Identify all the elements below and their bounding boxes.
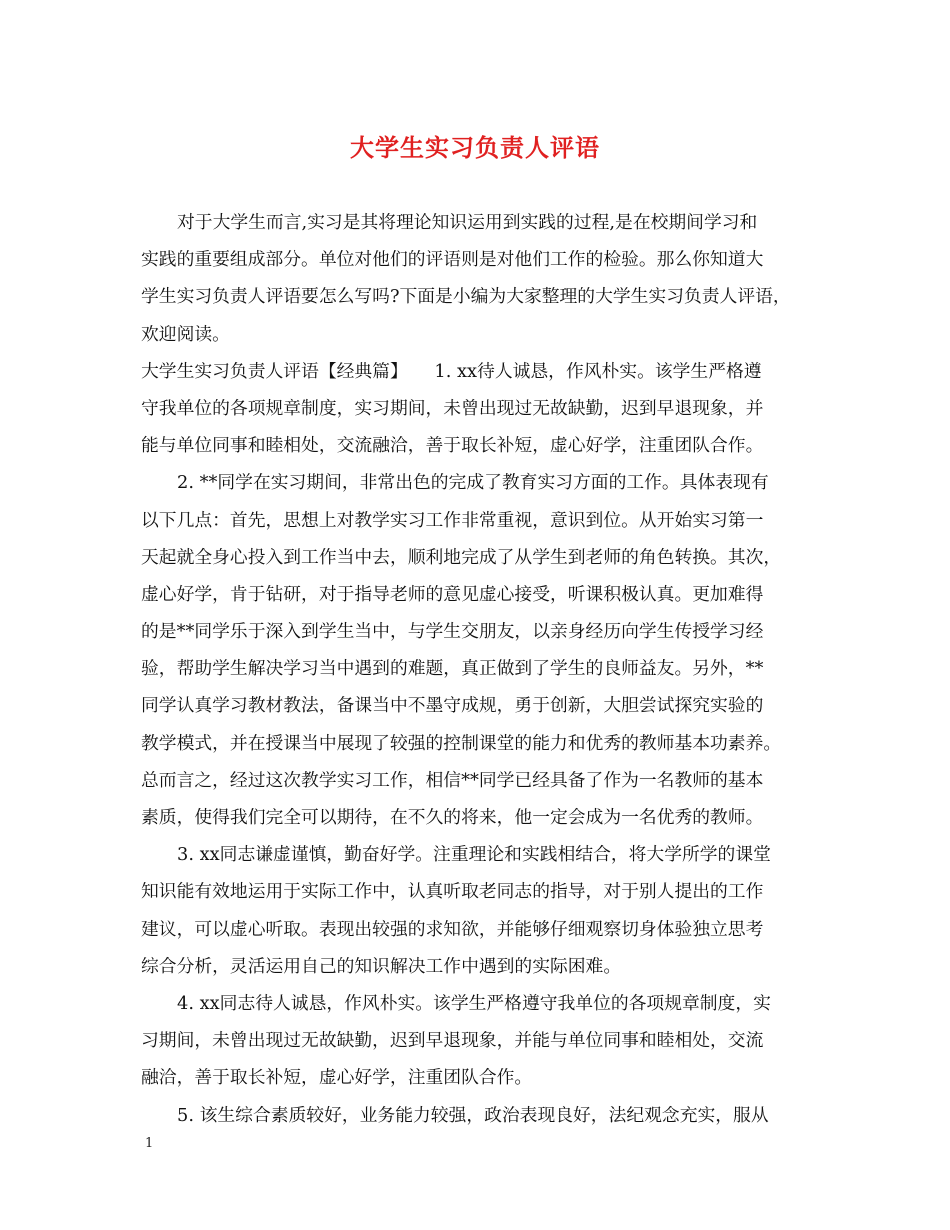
text-line: 能与单位同事和睦相处，交流融洽，善于取长补短，虚心好学，注重团队合作。 <box>141 435 764 457</box>
text-line: 天起就全身心投入到工作当中去，顺利地完成了从学生到老师的角色转换。其次， <box>141 546 782 568</box>
text-line: 以下几点：首先，思想上对教学实习工作非常重视，意识到位。从开始实习第一 <box>141 509 764 531</box>
text-line: 守我单位的各项规章制度，实习期间，未曾出现过无故缺勤，迟到早退现象，并 <box>141 397 764 419</box>
text-line: 知识能有效地运用于实际工作中，认真听取老同志的指导，对于别人提出的工作 <box>141 881 764 903</box>
text-line: 同学认真学习教材教法，备课当中不墨守成规，勇于创新，大胆尝试探究实验的 <box>141 695 764 717</box>
text-line: 3. xx同志谦虚谨慎，勤奋好学。注重理论和实践相结合，将大学所学的课堂 <box>177 844 771 866</box>
text-line: 建议，可以虚心听取。表现出较强的求知欲，并能够仔细观察切身体验独立思考 <box>141 918 764 940</box>
text-line: 的是**同学乐于深入到学生当中，与学生交朋友，以亲身经历向学生传授学习经 <box>141 621 764 643</box>
text-line: 学生实习负责人评语要怎么写吗?下面是小编为大家整理的大学生实习负责人评语， <box>141 286 791 308</box>
document-body <box>141 204 813 1134</box>
document-title: 大学生实习负责人评语 <box>350 133 600 162</box>
page-number: 1 <box>145 1136 154 1151</box>
text-line: 5. 该生综合素质较好，业务能力较强，政治表现良好，法纪观念充实，服从 <box>177 1104 769 1126</box>
text-line: 总而言之，经过这次教学实习工作，相信**同学已经具备了作为一名教师的基本 <box>141 769 764 791</box>
text-line: 2. **同学在实习期间，非常出色的完成了教育实习方面的工作。具体表现有 <box>177 472 769 494</box>
text-line: 欢迎阅读。 <box>141 323 230 345</box>
text-line: 虚心好学，肯于钻研，对于指导老师的意见虚心接受，听课积极认真。更加难得 <box>141 583 764 605</box>
text-line: 融洽，善于取长补短，虚心好学，注重团队合作。 <box>141 1067 533 1089</box>
text-line: 习期间，未曾出现过无故缺勤，迟到早退现象，并能与单位同事和睦相处，交流 <box>141 1030 764 1052</box>
text-line: 综合分析，灵活运用自己的知识解决工作中遇到的实际困难。 <box>141 955 622 977</box>
text-line: 验，帮助学生解决学习当中遇到的难题，真正做到了学生的良师益友。另外，** <box>141 658 764 680</box>
text-line: 实践的重要组成部分。单位对他们的评语则是对他们工作的检验。那么你知道大 <box>141 249 764 271</box>
text-line: 素质，使得我们完全可以期待，在不久的将来，他一定会成为一名优秀的教师。 <box>141 807 764 828</box>
text-line: 4. xx同志待人诚恳，作风朴实。该学生严格遵守我单位的各项规章制度，实 <box>177 992 771 1014</box>
text-line: 教学模式，并在授课当中展现了较强的控制课堂的能力和优秀的教师基本功素养。 <box>141 732 782 754</box>
text-line: 大学生实习负责人评语【经典篇】 1. xx待人诚恳，作风朴实。该学生严格遵 <box>141 360 762 382</box>
text-line: 对于大学生而言,实习是其将理论知识运用到实践的过程,是在校期间学习和 <box>177 212 758 233</box>
